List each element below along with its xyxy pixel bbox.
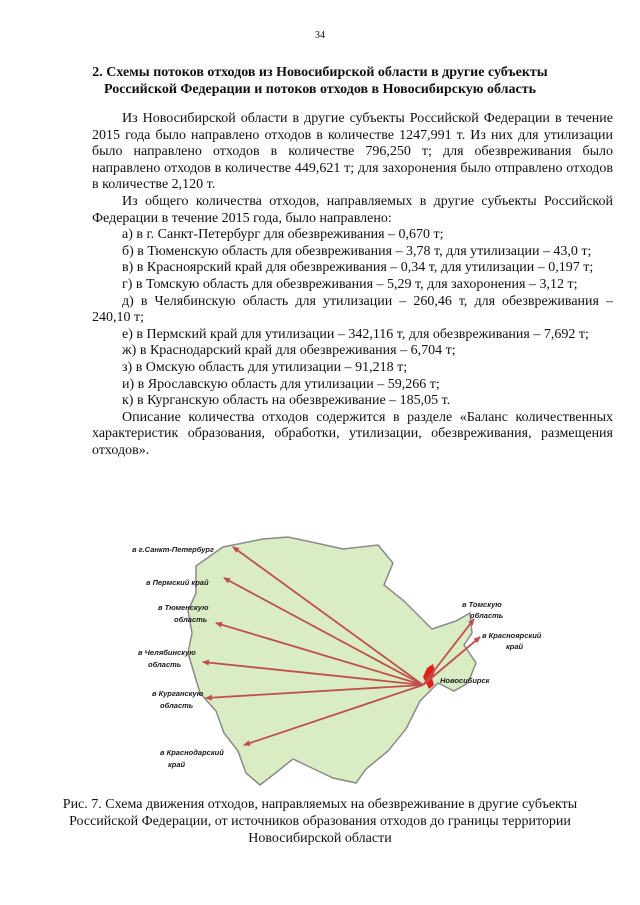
region-outline — [188, 537, 476, 785]
paragraph: Описание количества отходов содержится в разделе «Баланс количественных характеристик образования, обработки, утилизации, обезвреживания, размещения отходов». — [92, 409, 613, 458]
label-krasnodar: в Краснодарский — [160, 748, 224, 757]
list-item: к) в Курганскую область на обезвреживание – 185,05 т. — [122, 393, 451, 409]
list-item: и) в Ярославскую область для утилизации – 59,266 т; — [122, 376, 440, 392]
list-item: ж) в Краснодарский край для обезвреживания – 6,704 т; — [122, 343, 456, 359]
label-krasnodar-2: край — [168, 760, 186, 769]
figure-caption: Рис. 7. Схема движения отходов, направляемых на обезвреживание в другие субъекты Российской Федерации, от источников образования отходов до границы территории Новосибирской области — [62, 797, 578, 846]
list-item: з) в Омскую область для утилизации – 91,218 т; — [122, 359, 408, 375]
list-item: д) в Челябинскую область для утилизации – 260,46 т, для обезвреживания – 240,10 т; — [92, 293, 613, 326]
label-krasnoyarsk-2: край — [506, 642, 524, 651]
label-tyumen-2: область — [174, 615, 208, 624]
label-spb: в г.Санкт-Петербург — [132, 545, 214, 554]
label-krasnoyarsk: в Красноярский — [482, 631, 542, 640]
section-heading: 2. Схемы потоков отходов из Новосибирской области в другие субъекты Российской Федерации и потоков отходов в Новосибирскую область — [92, 65, 548, 97]
label-tomsk-2: область — [470, 611, 504, 620]
novosibirsk-label: Новосибирск — [440, 676, 490, 685]
label-kurgan-2: область — [160, 701, 194, 710]
body-text — [92, 111, 613, 459]
paragraph: Из Новосибирской области в другие субъекты Российской Федерации в течение 2015 года было направлено отходов в количестве 1247,991 т. Из них для утилизации было направлено отходов в количестве 796,250 т; для обезвреживания было направлено отходов в количестве 449,621 т; для захоронения было отправлено отходов в количестве 2,120 т. — [92, 111, 613, 193]
list-item: в) в Красноярский край для обезвреживания – 0,34 т, для утилизации – 0,197 т; — [122, 260, 594, 276]
list-item: б) в Тюменскую область для обезвреживания – 3,78 т, для утилизации – 43,0 т; — [122, 243, 592, 259]
label-chelyabinsk: в Челябинскую — [138, 648, 196, 657]
label-chelyabinsk-2: область — [148, 660, 182, 669]
list-item: г) в Томскую область для обезвреживания – 5,29 т, для захоронения – 3,12 т; — [122, 276, 578, 292]
waste-flow-map — [88, 533, 552, 788]
label-tomsk: в Томскую — [462, 600, 502, 609]
label-kurgan: в Курганскую — [152, 689, 204, 698]
label-perm: в Пермский край — [146, 578, 209, 587]
label-tyumen: в Тюменскую — [158, 603, 209, 612]
page-number: 34 — [315, 30, 325, 41]
list-item: а) в г. Санкт-Петербург для обезвреживания – 0,670 т; — [122, 227, 444, 243]
list-item: е) в Пермский край для утилизации – 342,116 т, для обезвреживания – 7,692 т; — [122, 326, 589, 342]
paragraph: Из общего количества отходов, направляемых в другие субъекты Российской Федерации в течение 2015 года, было направлено: — [92, 193, 613, 226]
